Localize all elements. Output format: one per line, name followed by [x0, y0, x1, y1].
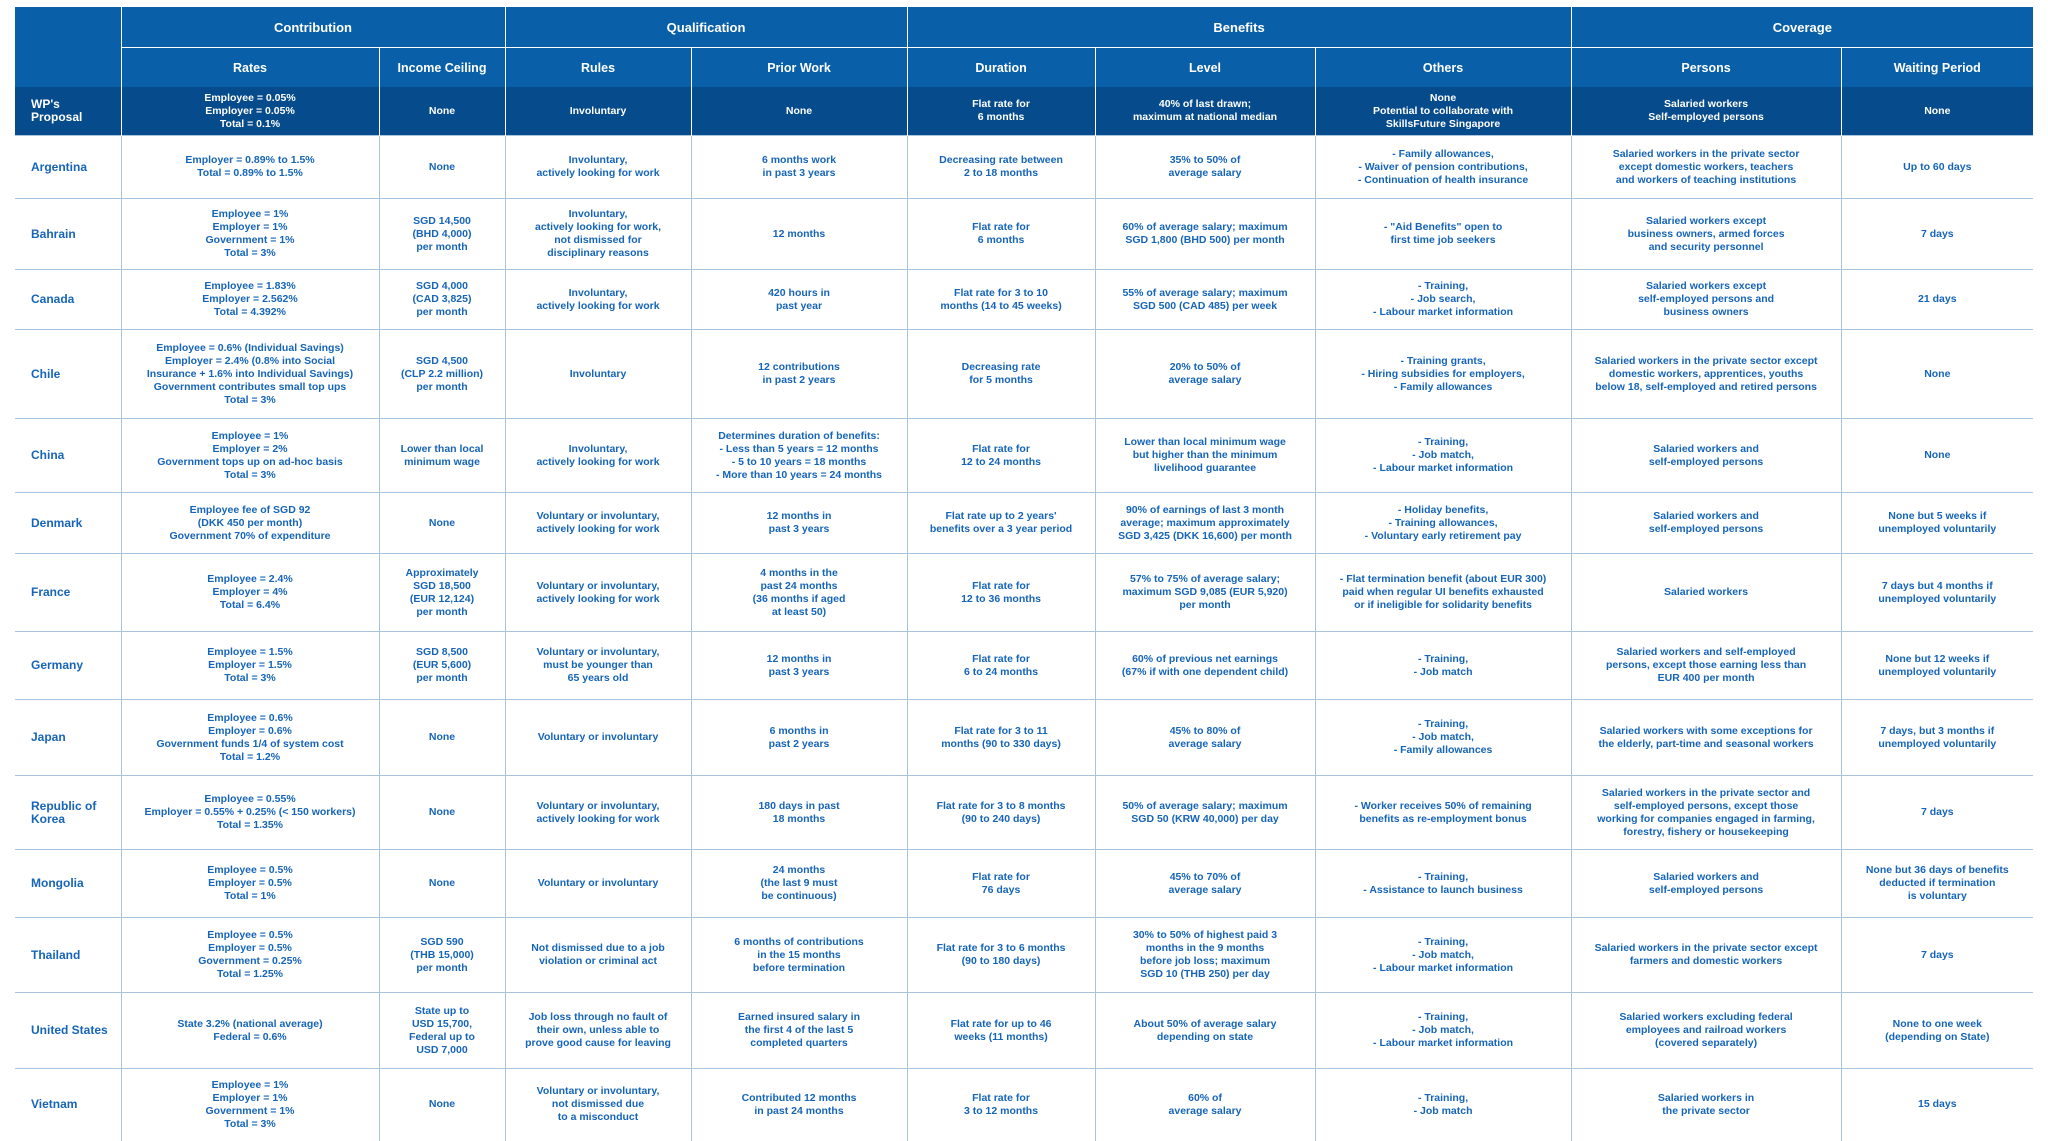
- cell-duration: Flat rate up to 2 years' benefits over a 3 year period: [907, 493, 1095, 554]
- row-country: United States: [15, 993, 121, 1069]
- cell-duration: Flat rate for 12 to 24 months: [907, 419, 1095, 493]
- cell-waiting-period: 7 days: [1841, 776, 2033, 850]
- cell-income-ceiling: SGD 590 (THB 15,000) per month: [379, 918, 505, 993]
- cell-rules: Voluntary or involuntary, not dismissed due to a misconduct: [505, 1069, 691, 1141]
- row-country: Chile: [15, 330, 121, 419]
- cell-level: 45% to 70% of average salary: [1095, 850, 1315, 918]
- table-row: [15, 270, 2033, 330]
- cell-persons: Salaried workers with some exceptions for the elderly, part-time and seasonal workers: [1571, 700, 1841, 776]
- cell-prior-work: 4 months in the past 24 months (36 months if aged at least 50): [691, 554, 907, 632]
- cell-persons: Salaried workers in the private sector and self-employed persons, except those working for companies engaged in farming, forestry, fishery or housekeeping: [1571, 776, 1841, 850]
- cell-waiting-period: Up to 60 days: [1841, 136, 2033, 199]
- column-header-rates: Rates: [121, 48, 379, 88]
- cell-rates: Employee = 1% Employer = 2% Government tops up on ad-hoc basis Total = 3%: [121, 419, 379, 493]
- cell-rules: Involuntary, actively looking for work: [505, 136, 691, 199]
- cell-duration: Flat rate for 3 to 12 months: [907, 1069, 1095, 1141]
- row-country: WP's Proposal: [15, 87, 121, 136]
- row-country: Thailand: [15, 918, 121, 993]
- cell-prior-work: 6 months work in past 3 years: [691, 136, 907, 199]
- cell-others: - Training, - Job match, - Labour market information: [1315, 419, 1571, 493]
- cell-level: 55% of average salary; maximum SGD 500 (CAD 485) per week: [1095, 270, 1315, 330]
- column-header-rules: Rules: [505, 48, 691, 88]
- cell-waiting-period: None but 5 weeks if unemployed voluntarily: [1841, 493, 2033, 554]
- cell-prior-work: 12 months in past 3 years: [691, 493, 907, 554]
- cell-duration: Decreasing rate for 5 months: [907, 330, 1095, 419]
- cell-level: 60% of average salary: [1095, 1069, 1315, 1141]
- cell-income-ceiling: None: [379, 1069, 505, 1141]
- cell-waiting-period: 21 days: [1841, 270, 2033, 330]
- cell-duration: Flat rate for 3 to 11 months (90 to 330 days): [907, 700, 1095, 776]
- row-country: Vietnam: [15, 1069, 121, 1141]
- cell-level: Lower than local minimum wage but higher than the minimum livelihood guarantee: [1095, 419, 1315, 493]
- table-row: [15, 199, 2033, 270]
- cell-others: - Training, - Assistance to launch business: [1315, 850, 1571, 918]
- cell-prior-work: 12 contributions in past 2 years: [691, 330, 907, 419]
- cell-duration: Flat rate for 6 months: [907, 199, 1095, 270]
- cell-duration: Flat rate for 3 to 6 months (90 to 180 days): [907, 918, 1095, 993]
- row-country: Canada: [15, 270, 121, 330]
- cell-rules: Not dismissed due to a job violation or criminal act: [505, 918, 691, 993]
- cell-level: 57% to 75% of average salary; maximum SGD 9,085 (EUR 5,920) per month: [1095, 554, 1315, 632]
- cell-level: 45% to 80% of average salary: [1095, 700, 1315, 776]
- cell-income-ceiling: SGD 4,000 (CAD 3,825) per month: [379, 270, 505, 330]
- cell-level: 40% of last drawn; maximum at national median: [1095, 87, 1315, 136]
- cell-others: - "Aid Benefits" open to first time job seekers: [1315, 199, 1571, 270]
- group-header-row: [15, 7, 2033, 48]
- row-country: China: [15, 419, 121, 493]
- cell-persons: Salaried workers: [1571, 554, 1841, 632]
- cell-rules: Job loss through no fault of their own, unless able to prove good cause for leaving: [505, 993, 691, 1069]
- cell-duration: Flat rate for 3 to 10 months (14 to 45 weeks): [907, 270, 1095, 330]
- cell-rules: Voluntary or involuntary: [505, 700, 691, 776]
- cell-rates: State 3.2% (national average) Federal = 0.6%: [121, 993, 379, 1069]
- row-country: Japan: [15, 700, 121, 776]
- column-header-row: [15, 48, 2033, 88]
- cell-income-ceiling: Approximately SGD 18,500 (EUR 12,124) per month: [379, 554, 505, 632]
- column-header-duration: Duration: [907, 48, 1095, 88]
- cell-duration: Flat rate for up to 46 weeks (11 months): [907, 993, 1095, 1069]
- cell-income-ceiling: None: [379, 700, 505, 776]
- cell-waiting-period: None to one week (depending on State): [1841, 993, 2033, 1069]
- row-country: Argentina: [15, 136, 121, 199]
- cell-waiting-period: 7 days but 4 months if unemployed voluntarily: [1841, 554, 2033, 632]
- cell-others: - Training grants, - Hiring subsidies for employers, - Family allowances: [1315, 330, 1571, 419]
- cell-prior-work: 6 months in past 2 years: [691, 700, 907, 776]
- cell-others: - Training, - Job match: [1315, 632, 1571, 700]
- comparison-table-container: [15, 7, 2033, 1141]
- cell-income-ceiling: None: [379, 493, 505, 554]
- table-row: [15, 700, 2033, 776]
- cell-rules: Voluntary or involuntary: [505, 850, 691, 918]
- cell-income-ceiling: Lower than local minimum wage: [379, 419, 505, 493]
- cell-rates: Employee = 0.6% Employer = 0.6% Government funds 1/4 of system cost Total = 1.2%: [121, 700, 379, 776]
- cell-rates: Employee = 2.4% Employer = 4% Total = 6.4%: [121, 554, 379, 632]
- group-header-contribution: Contribution: [121, 7, 505, 48]
- unemployment-insurance-comparison-table: [15, 7, 2033, 1141]
- cell-persons: Salaried workers in the private sector: [1571, 1069, 1841, 1141]
- corner-cell-lower: [15, 48, 121, 88]
- cell-persons: Salaried workers except self-employed persons and business owners: [1571, 270, 1841, 330]
- cell-waiting-period: None but 36 days of benefits deducted if termination is voluntary: [1841, 850, 2033, 918]
- row-country: Denmark: [15, 493, 121, 554]
- table-row: [15, 1069, 2033, 1141]
- cell-others: - Family allowances, - Waiver of pension contributions, - Continuation of health insurance: [1315, 136, 1571, 199]
- cell-rates: Employee = 1% Employer = 1% Government = 1% Total = 3%: [121, 199, 379, 270]
- column-header-others: Others: [1315, 48, 1571, 88]
- cell-persons: Salaried workers in the private sector except farmers and domestic workers: [1571, 918, 1841, 993]
- cell-persons: Salaried workers and self-employed persons: [1571, 419, 1841, 493]
- column-header-income-ceiling: Income Ceiling: [379, 48, 505, 88]
- cell-persons: Salaried workers excluding federal employees and railroad workers (covered separately): [1571, 993, 1841, 1069]
- cell-persons: Salaried workers except business owners, armed forces and security personnel: [1571, 199, 1841, 270]
- cell-rates: Employee = 0.55% Employer = 0.55% + 0.25% (< 150 workers) Total = 1.35%: [121, 776, 379, 850]
- cell-others: - Training, - Job match, - Labour market information: [1315, 993, 1571, 1069]
- row-country: Bahrain: [15, 199, 121, 270]
- cell-rules: Voluntary or involuntary, actively looking for work: [505, 554, 691, 632]
- cell-rules: Involuntary, actively looking for work, not dismissed for disciplinary reasons: [505, 199, 691, 270]
- cell-duration: Flat rate for 76 days: [907, 850, 1095, 918]
- cell-rates: Employee fee of SGD 92 (DKK 450 per month) Government 70% of expenditure: [121, 493, 379, 554]
- table-row: [15, 632, 2033, 700]
- table-row: [15, 136, 2033, 199]
- cell-others: None Potential to collaborate with SkillsFuture Singapore: [1315, 87, 1571, 136]
- cell-level: 30% to 50% of highest paid 3 months in the 9 months before job loss; maximum SGD 10 (THB 250) per day: [1095, 918, 1315, 993]
- cell-prior-work: 6 months of contributions in the 15 months before termination: [691, 918, 907, 993]
- cell-persons: Salaried workers and self-employed persons: [1571, 493, 1841, 554]
- cell-rules: Voluntary or involuntary, actively looking for work: [505, 493, 691, 554]
- cell-rates: Employee = 1.5% Employer = 1.5% Total = 3%: [121, 632, 379, 700]
- cell-income-ceiling: None: [379, 136, 505, 199]
- cell-duration: Flat rate for 6 months: [907, 87, 1095, 136]
- cell-persons: Salaried workers and self-employed persons, except those earning less than EUR 400 per month: [1571, 632, 1841, 700]
- cell-rates: Employee = 0.5% Employer = 0.5% Government = 0.25% Total = 1.25%: [121, 918, 379, 993]
- cell-others: - Training, - Job match, - Family allowances: [1315, 700, 1571, 776]
- cell-income-ceiling: SGD 8,500 (EUR 5,600) per month: [379, 632, 505, 700]
- table-row: [15, 493, 2033, 554]
- cell-prior-work: 12 months: [691, 199, 907, 270]
- cell-level: About 50% of average salary depending on state: [1095, 993, 1315, 1069]
- cell-prior-work: None: [691, 87, 907, 136]
- table-row: [15, 776, 2033, 850]
- cell-income-ceiling: None: [379, 850, 505, 918]
- cell-prior-work: 420 hours in past year: [691, 270, 907, 330]
- cell-level: 60% of previous net earnings (67% if with one dependent child): [1095, 632, 1315, 700]
- table-row: [15, 918, 2033, 993]
- cell-income-ceiling: State up to USD 15,700, Federal up to USD 7,000: [379, 993, 505, 1069]
- cell-waiting-period: None: [1841, 87, 2033, 136]
- table-row: [15, 993, 2033, 1069]
- cell-waiting-period: None but 12 weeks if unemployed voluntarily: [1841, 632, 2033, 700]
- cell-waiting-period: 7 days, but 3 months if unemployed voluntarily: [1841, 700, 2033, 776]
- cell-others: - Flat termination benefit (about EUR 300) paid when regular UI benefits exhausted or if ineligible for solidarity benefits: [1315, 554, 1571, 632]
- cell-rates: Employee = 1% Employer = 1% Government = 1% Total = 3%: [121, 1069, 379, 1141]
- cell-rules: Involuntary, actively looking for work: [505, 419, 691, 493]
- table-row: [15, 554, 2033, 632]
- cell-waiting-period: 7 days: [1841, 199, 2033, 270]
- cell-persons: Salaried workers in the private sector except domestic workers, apprentices, youths below 18, self-employed and retired persons: [1571, 330, 1841, 419]
- cell-waiting-period: None: [1841, 330, 2033, 419]
- cell-rates: Employee = 0.6% (Individual Savings) Employer = 2.4% (0.8% into Social Insurance + 1.6% into Individual Savings) Government contributes small top ups Total = 3%: [121, 330, 379, 419]
- group-header-coverage: Coverage: [1571, 7, 2033, 48]
- cell-rates: Employee = 1.83% Employer = 2.562% Total = 4.392%: [121, 270, 379, 330]
- cell-waiting-period: None: [1841, 419, 2033, 493]
- cell-duration: Flat rate for 12 to 36 months: [907, 554, 1095, 632]
- cell-rates: Employee = 0.5% Employer = 0.5% Total = 1%: [121, 850, 379, 918]
- row-country: Germany: [15, 632, 121, 700]
- cell-others: - Holiday benefits, - Training allowances, - Voluntary early retirement pay: [1315, 493, 1571, 554]
- table-row: [15, 330, 2033, 419]
- cell-prior-work: 180 days in past 18 months: [691, 776, 907, 850]
- row-country: Republic of Korea: [15, 776, 121, 850]
- cell-rates: Employer = 0.89% to 1.5% Total = 0.89% to 1.5%: [121, 136, 379, 199]
- cell-level: 60% of average salary; maximum SGD 1,800 (BHD 500) per month: [1095, 199, 1315, 270]
- cell-level: 90% of earnings of last 3 month average; maximum approximately SGD 3,425 (DKK 16,600) per month: [1095, 493, 1315, 554]
- table-row-wp-proposal: [15, 87, 2033, 136]
- cell-persons: Salaried workers Self-employed persons: [1571, 87, 1841, 136]
- cell-rules: Involuntary: [505, 330, 691, 419]
- group-header-qualification: Qualification: [505, 7, 907, 48]
- column-header-level: Level: [1095, 48, 1315, 88]
- cell-rules: Involuntary: [505, 87, 691, 136]
- cell-duration: Flat rate for 3 to 8 months (90 to 240 days): [907, 776, 1095, 850]
- cell-prior-work: Determines duration of benefits: - Less than 5 years = 12 months - 5 to 10 years = 18 months - More than 10 years = 24 months: [691, 419, 907, 493]
- cell-duration: Decreasing rate between 2 to 18 months: [907, 136, 1095, 199]
- cell-others: - Training, - Job search, - Labour market information: [1315, 270, 1571, 330]
- cell-rules: Voluntary or involuntary, must be younger than 65 years old: [505, 632, 691, 700]
- corner-cell: [15, 7, 121, 48]
- column-header-prior-work: Prior Work: [691, 48, 907, 88]
- cell-prior-work: 12 months in past 3 years: [691, 632, 907, 700]
- table-row: [15, 419, 2033, 493]
- cell-others: - Training, - Job match, - Labour market information: [1315, 918, 1571, 993]
- cell-level: 35% to 50% of average salary: [1095, 136, 1315, 199]
- cell-persons: Salaried workers and self-employed persons: [1571, 850, 1841, 918]
- cell-prior-work: 24 months (the last 9 must be continuous): [691, 850, 907, 918]
- cell-waiting-period: 7 days: [1841, 918, 2033, 993]
- cell-income-ceiling: SGD 4,500 (CLP 2.2 million) per month: [379, 330, 505, 419]
- cell-income-ceiling: None: [379, 776, 505, 850]
- column-header-waiting-period: Waiting Period: [1841, 48, 2033, 88]
- cell-prior-work: Earned insured salary in the first 4 of the last 5 completed quarters: [691, 993, 907, 1069]
- cell-rules: Voluntary or involuntary, actively looking for work: [505, 776, 691, 850]
- cell-others: - Worker receives 50% of remaining benefits as re-employment bonus: [1315, 776, 1571, 850]
- cell-rates: Employee = 0.05% Employer = 0.05% Total = 0.1%: [121, 87, 379, 136]
- cell-prior-work: Contributed 12 months in past 24 months: [691, 1069, 907, 1141]
- column-header-persons: Persons: [1571, 48, 1841, 88]
- cell-others: - Training, - Job match: [1315, 1069, 1571, 1141]
- cell-persons: Salaried workers in the private sector except domestic workers, teachers and workers of teaching institutions: [1571, 136, 1841, 199]
- row-country: France: [15, 554, 121, 632]
- group-header-benefits: Benefits: [907, 7, 1571, 48]
- cell-level: 50% of average salary; maximum SGD 50 (KRW 40,000) per day: [1095, 776, 1315, 850]
- row-country: Mongolia: [15, 850, 121, 918]
- cell-income-ceiling: None: [379, 87, 505, 136]
- cell-level: 20% to 50% of average salary: [1095, 330, 1315, 419]
- cell-income-ceiling: SGD 14,500 (BHD 4,000) per month: [379, 199, 505, 270]
- cell-duration: Flat rate for 6 to 24 months: [907, 632, 1095, 700]
- table-row: [15, 850, 2033, 918]
- cell-rules: Involuntary, actively looking for work: [505, 270, 691, 330]
- cell-waiting-period: 15 days: [1841, 1069, 2033, 1141]
